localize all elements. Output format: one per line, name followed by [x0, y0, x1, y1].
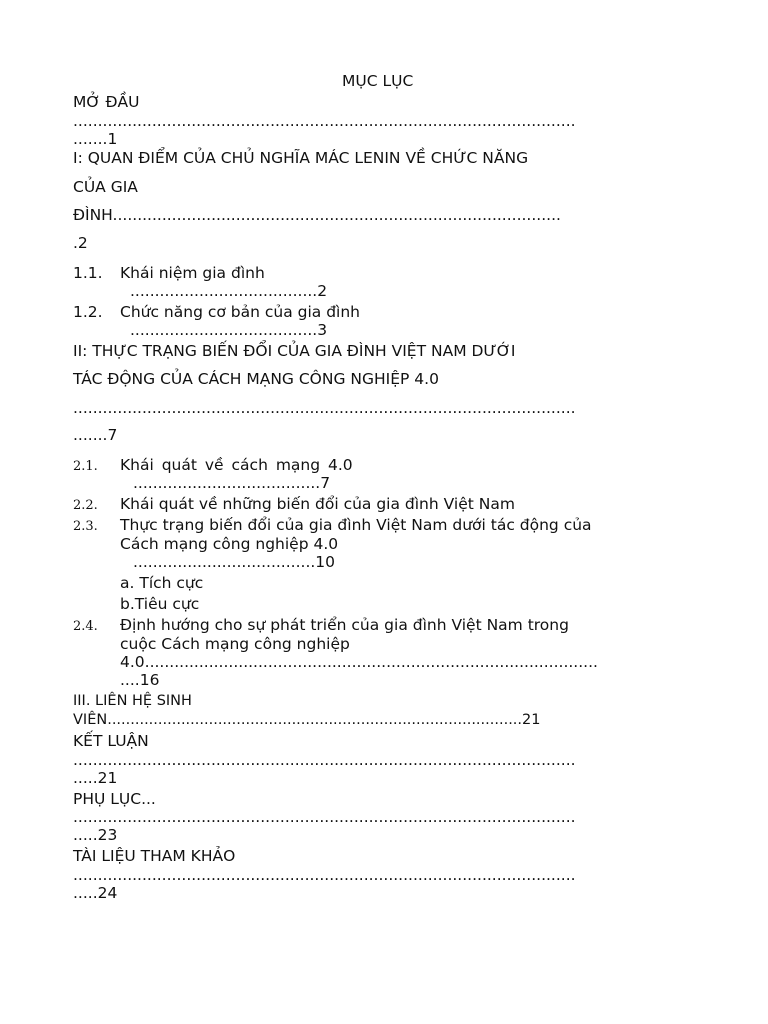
section-2-heading-cont: TÁC ĐỘNG CỦA CÁCH MẠNG CÔNG NGHIỆP 4.0: [73, 370, 439, 388]
section-3-heading: III. LIÊN HỆ SINH: [73, 693, 192, 709]
page-number: .2: [73, 234, 88, 252]
page-number: .......7: [73, 426, 118, 444]
page-number: ....16: [120, 671, 160, 689]
leader-dots: ......................................................................................................: [73, 808, 576, 826]
page-number: ......................................7: [133, 474, 331, 492]
toc-item-2-4: Định hướng cho sự phát triển của gia đình Việt Nam trong: [120, 616, 569, 634]
toc-entry-tai-lieu: TÀI LIỆU THAM KHẢO: [73, 847, 236, 865]
page-number: .....................................10: [133, 553, 336, 571]
toc-entry-ket-luan: KẾT LUẬN: [73, 732, 149, 750]
leader-dots: ......................................................................................................: [73, 112, 576, 130]
toc-item-2-1: Khái quát về cách mạng 4.0: [120, 456, 353, 474]
toc-item-2-2: Khái quát về những biến đổi của gia đình Việt Nam: [120, 495, 515, 513]
toc-item-2-4-cont2: 4.0............................................................................................: [120, 653, 598, 671]
section-1-heading: I: QUAN ĐIỂM CỦA CHỦ NGHĨA MÁC LENIN VỀ CHỨC NĂNG: [73, 149, 529, 167]
item-number: 2.4.: [73, 619, 98, 634]
section-1-heading-cont2: ĐÌNH...........................................................................................: [73, 206, 561, 224]
toc-subitem-b: b.Tiêu cực: [120, 595, 200, 613]
section-1-heading-cont: CỦA GIA: [73, 178, 138, 196]
toc-item-2-4-cont: cuộc Cách mạng công nghiệp: [120, 635, 350, 653]
page-number: ......................................3: [130, 321, 328, 339]
toc-item-1-2: Chức năng cơ bản của gia đình: [120, 303, 360, 321]
item-number: 2.3.: [73, 519, 98, 534]
page-number: .....24: [73, 884, 118, 902]
page-number: .....23: [73, 826, 118, 844]
item-number: 2.2.: [73, 498, 98, 513]
leader-dots: ......................................................................................................: [73, 751, 576, 769]
page-title: MỤC LỤC: [342, 72, 414, 90]
toc-entry-mo-dau: MỞ ĐẦU: [73, 93, 140, 111]
section-2-heading: II: THỰC TRẠNG BIẾN ĐỔI CỦA GIA ĐÌNH VIỆT NAM DƯỚI: [73, 342, 516, 360]
item-number: 1.1.: [73, 264, 103, 282]
leader-dots: ......................................................................................................: [73, 866, 576, 884]
section-3-heading-cont: VIÊN..........................................................................................21: [73, 712, 541, 728]
toc-item-2-3-cont: Cách mạng công nghiệp 4.0: [120, 535, 339, 553]
page-number: ......................................2: [130, 282, 328, 300]
toc-subitem-a: a. Tích cực: [120, 574, 204, 592]
toc-item-1-1: Khái niệm gia đình: [120, 264, 265, 282]
item-number: 1.2.: [73, 303, 103, 321]
toc-item-2-3: Thực trạng biến đổi của gia đình Việt Nam dưới tác động của: [120, 516, 592, 534]
page-number: .....21: [73, 769, 118, 787]
leader-dots: ......................................................................................................: [73, 399, 576, 417]
toc-entry-phu-luc: PHỤ LỤC...: [73, 790, 156, 808]
page-number: .......1: [73, 130, 118, 148]
item-number: 2.1.: [73, 459, 98, 474]
